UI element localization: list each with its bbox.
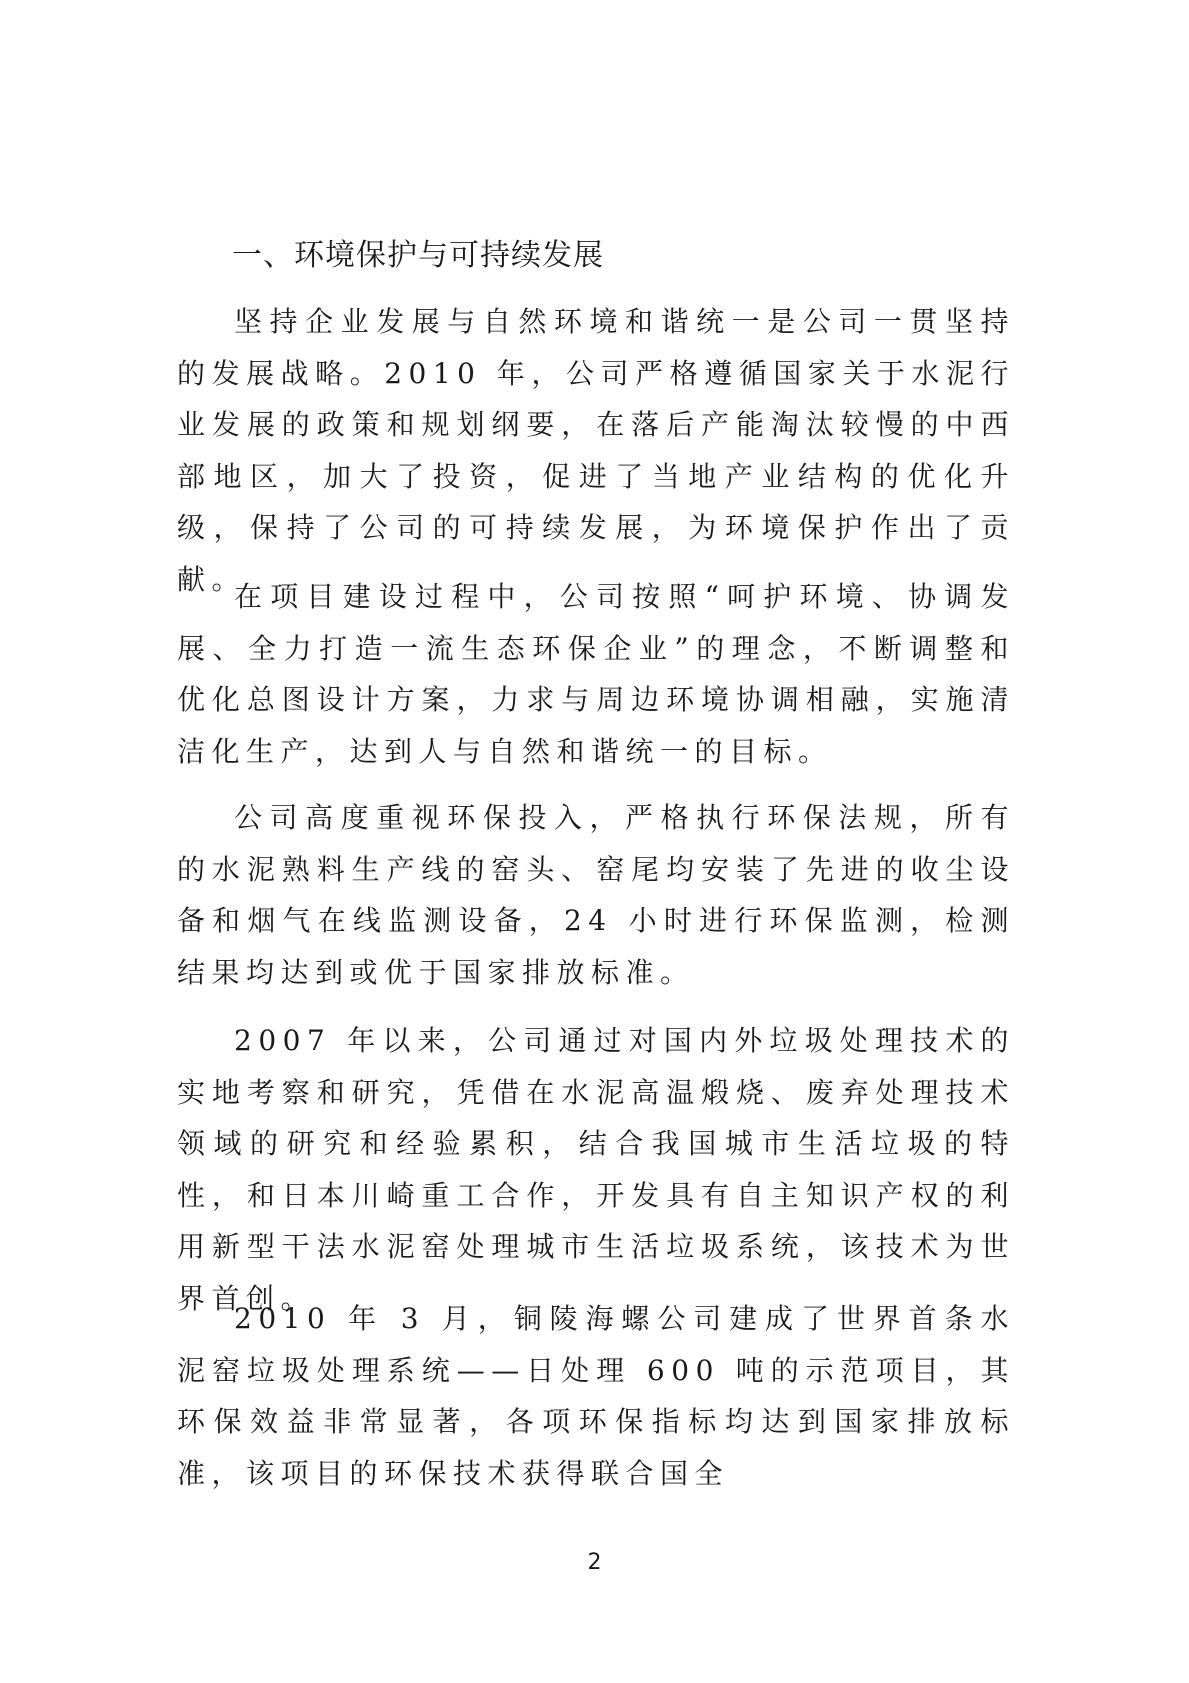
body-paragraph: 2010 年 3 月，铜陵海螺公司建成了世界首条水泥窑垃圾处理系统——日处理 600 吨的示范项目，其环保效益非常显著，各项环保指标均达到国家排放标准，该项目的环保技术获得联合国全 — [177, 1302, 1015, 1490]
body-paragraph: 公司高度重视环保投入，严格执行环保法规，所有的水泥熟料生产线的窑头、窑尾均安装了先进的收尘设备和烟气在线监测设备，24 小时进行环保监测，检测结果均达到或优于国家排放标准。 — [177, 801, 1015, 989]
page-number: 2 — [587, 1550, 602, 1575]
body-paragraph: 2007 年以来，公司通过对国内外垃圾处理技术的实地考察和研究，凭借在水泥高温煅烧、废弃处理技术领域的研究和经验累积，结合我国城市生活垃圾的特性，和日本川崎重工合作，开发具有自主知识产权的利用新型干法水泥窑处理城市生活垃圾系统，该技术为世界首创。 — [177, 1024, 1015, 1315]
body-paragraph: 坚持企业发展与自然环境和谐统一是公司一贯坚持的发展战略。2010 年，公司严格遵循国家关于水泥行业发展的政策和规划纲要，在落后产能淘汰较慢的中西部地区，加大了投资，促进了当地产业结构的优化升级，保持了公司的可持续发展，为环境保护作出了贡献。 — [177, 305, 1015, 596]
section-heading: 一、环境保护与可持续发展 — [232, 238, 604, 273]
body-paragraph: 在项目建设过程中，公司按照“呵护环境、协调发展、全力打造一流生态环保企业”的理念，不断调整和优化总图设计方案，力求与周边环境协调相融，实施清洁化生产，达到人与自然和谐统一的目标。 — [177, 580, 1015, 768]
